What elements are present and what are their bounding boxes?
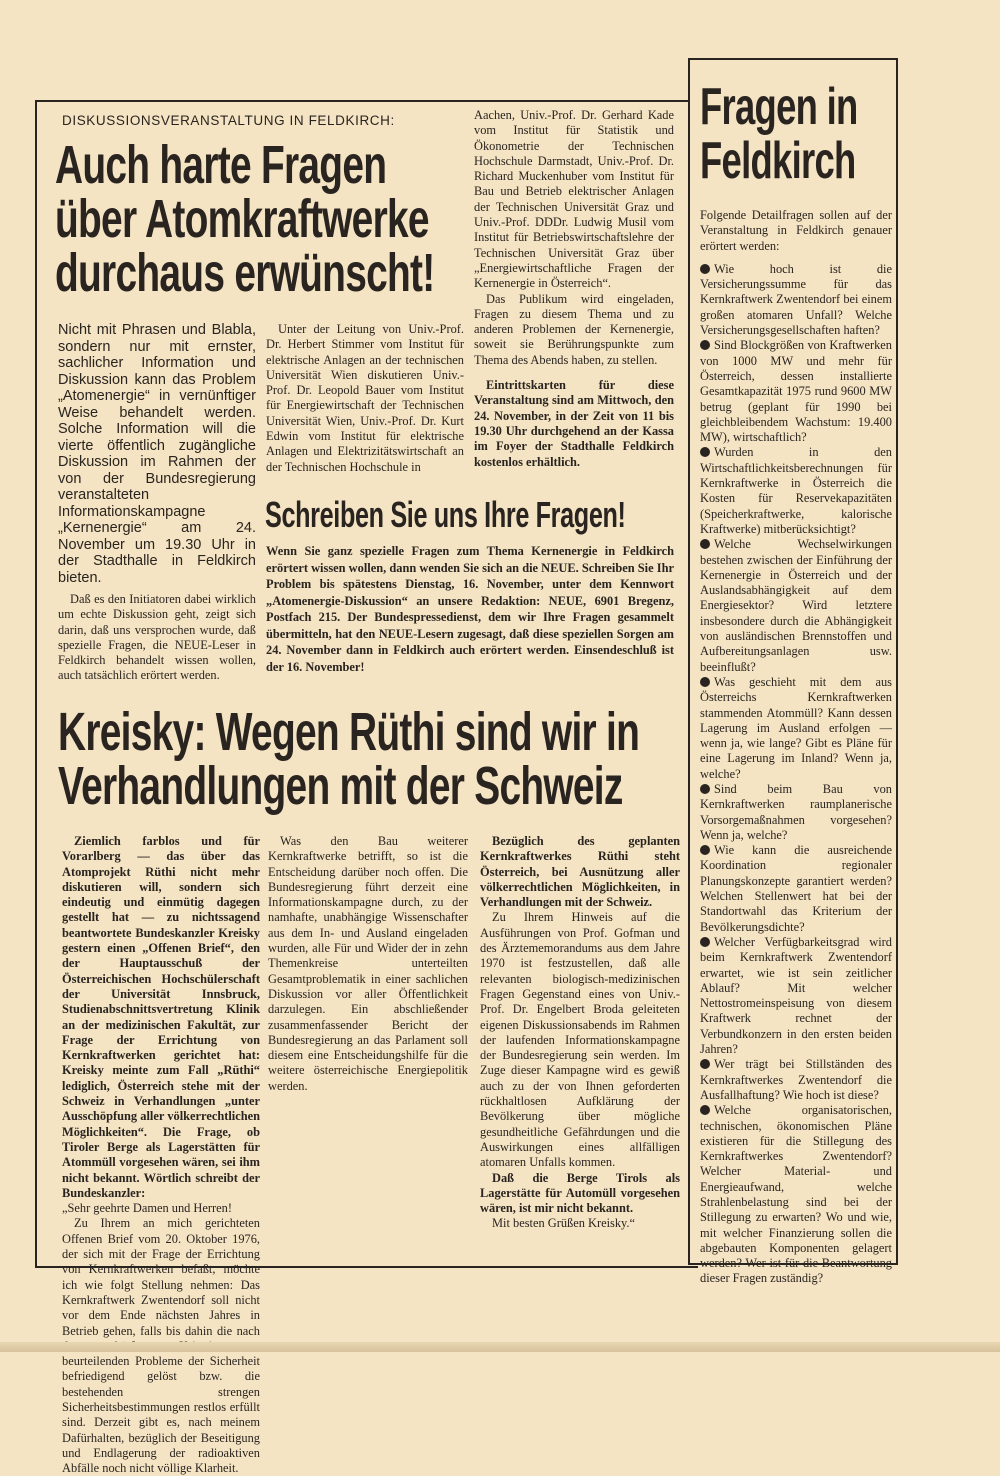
sidebar-intro: Folgende Detailfragen sollen auf der Veranstaltung in Feldkirch genauer erörtert werden: (700, 208, 892, 253)
article1-col2-body (266, 322, 464, 475)
article1-kicker: DISKUSSIONSVERANSTALTUNG IN FELDKIRCH: (62, 113, 395, 128)
bullet-icon (700, 845, 710, 855)
article2-col1-body (62, 834, 260, 1476)
headline-line: Feldkirch (700, 132, 856, 190)
paragraph: Was den Bau weiterer Kernkraftwerke betrifft, so ist die Entscheidung darüber noch offen. Die Bundesregierung führt derzeit eine Informationskampagne durch, zu der namhafte, unabhängige Wissenschafter aus dem In- und Ausland eingeladen wurden, alle Für und Wider der in zehn Themenkreise unterteilten Gesamtproblematik in einer sachlichen Diskussion vor aller Öffentlichkeit darzulegen. Ein abschließender zusammenfassender Bericht der Bundesregierung an das Parlament soll diesem eine Entscheidungshilfe für die weitere österreichische Energiepolitik werden. (268, 834, 468, 1093)
article2-col3-body (480, 834, 680, 1232)
bullet-icon (700, 447, 710, 457)
callout-headline: Schreiben Sie uns Ihre Fragen! (265, 494, 626, 535)
salutation: „Sehr geehrte Damen und Herren! (62, 1201, 232, 1216)
headline-line: Fragen in (700, 78, 858, 136)
bullet-icon (700, 264, 710, 274)
paragraph: Das Publikum wird eingeladen, Fragen zu diesem Thema und zu anderen Problemen der Kernenergie, soweit sie Berührungspunkte zum Thema des Abends haben, zu stellen. (474, 291, 674, 367)
bullet-icon (700, 1059, 710, 1069)
paragraph: Zu Ihrem an mich gerichteten Offenen Brief vom 20. Oktober 1976, der sich mit der Frage der Errichtung von Kernkraftwerken befaßt, möchte ich wie folgt Stellung nehmen: Das Kernkraftwerk Zwentendorf soll nicht vor dem Ende nächsten Jahres in Betrieb gehen, falls bis dahin die nach beurteilenden Probleme der Sicherheit befriedigend gelöst bzw. die bestehenden strengen Sicherheitsbestimmungen restlos erfüllt sind. Derzeit gibt es, nach meinem Dafürhalten, bezüglich der Beseitigung und Endlagerung der radioaktiven Abfälle noch nicht völlige Klarheit. (62, 1216, 260, 1476)
headline-line: Verhandlungen mit der Schweiz (58, 756, 623, 816)
bullet-icon (700, 784, 710, 794)
bullet-icon (700, 677, 710, 687)
question-item: Wie kann die ausreichende Koordination regionaler Planungskonzepte garantiert werden? Welchen Stellenwert hat bei der Standortwahl das Kriterium der Bevölkerungsdichte? (700, 843, 892, 934)
paragraph: Aachen, Univ.-Prof. Dr. Gerhard Kade vom Institut für Statistik und Ökonometrie der Technischen Hochschule Darmstadt, Univ.-Prof. Dr. Richard Muckenhuber vom Institut für Bau und Betrieb elektrischer Anlagen der Technischen Universität Graz und Univ.-Prof. DDDr. Ludwig Musil vom Institut für Betriebswirtschaftslehre der Technischen Universität Graz über „Energiewirtschaftliche Fragen der Kernenergie in Österreich“. (474, 108, 674, 291)
article1-col3-body (474, 108, 674, 470)
paragraph: Daß die Berge Tirols als Lagerstätte für Automüll vorgesehen wären, ist mir nicht bekannt. (480, 1170, 680, 1216)
page-edge (0, 1342, 1000, 1352)
headline-line: über Atomkraftwerke (55, 189, 429, 249)
question-item: Welcher Verfügbarkeitsgrad wird beim Kernkraftwerk Zwentendorf erwartet, wie ist sein zeitlicher Ablauf? Mit welcher Nettostromeinspeisung von diesem Kraftwerk rechnet der Verbundkonzern in den ersten beiden Jahren? (700, 934, 892, 1057)
question-item: Wurden in den Wirtschaftlichkeitsberechnungen für Kernkraftwerke in Österreich die Kosten für Reservekapazitäten (Speicherkraftwerke, kalorische Kraftwerke) mitberücksichtigt? (700, 445, 892, 536)
question-item: Was geschieht mit dem aus Österreichs Kernkraftwerken stammenden Atommüll? Kann dessen Lagerung im Ausland erfolgen — wenn ja, wie lange? Gibt es Pläne für eine Lagerung im Inland? Wenn ja, welche? (700, 674, 892, 781)
article2-headline (58, 702, 640, 816)
sidebar-body (700, 208, 892, 1287)
question-item: Sind Blockgrößen von Kraftwerken von 1000 MW und mehr für Österreich, dessen installierte Gesamtkapazität 1975 rund 9600 MW betrug (geplant für 1990 bei gleichbleibendem Wachstum: 19.400 MW), wirtschaftlich? (700, 338, 892, 445)
question-item: Welche organisatorischen, technischen, ökonomischen Pläne existieren für die Stillegung des Kernkraftwerkes Zwentendorf? Welcher Material- und Energieaufwand, welche Strahlenbelastung sind bei der Stillegung zu erwarten? Wo und wie, mit welcher Finanzierung sollen die abgebauten Komponenten gelagert werden? Wer ist für die Beantwortung dieser Fragen zuständig? (700, 1103, 892, 1286)
bullet-icon (700, 539, 710, 549)
article1-lead: Nicht mit Phrasen und Blabla, sondern nur mit ernster, sachlicher Information und Diskussion kann das Problem „Atomenergie“ in vernünftiger Weise behandelt werden. Solche Information will die vierte öffentlich zugängliche Diskussion im Rahmen der von der Bundesregierung veranstalteten Informationskampagne „Kernenergie“ am 24. November um 19.30 Uhr in der Stadthalle in Feldkirch bieten. (58, 322, 256, 586)
paragraph: Ziemlich farblos und für Vorarlberg — das über das Atomprojekt Rüthi nicht mehr diskutieren will, sondern sich eindeutig und einmütig dagegen gestellt hat — zu nichtssagend beantwortete Bundeskanzler Kreisky gestern einen „Offenen Brief“, den der Hauptausschuß der Österreichischen Hochschülerschaft der Universität Innsbruck, Studienabschnittsvertretung Klinik an der medizinischen Fakultät, zur Frage der Errichtung von Kernkraftwerken gerichtet hat: Kreisky meinte zum Fall „Rüthi“ lediglich, Österreich stehe mit der Schweiz in Verhandlungen „unter Ausschöpfung aller völkerrechtlichen Möglichkeiten“. Die Frage, ob Tiroler Berge als Lagerstätten für Atommüll vorgesehen wären, sei ihm nicht bekannt. Wörtlich schreibt der Bundeskanzler: (62, 834, 260, 1200)
headline-line: Kreisky: Wegen Rüthi sind wir in (58, 702, 640, 762)
bullet-icon (700, 340, 710, 350)
headline-line: Auch harte Fragen (55, 135, 387, 195)
sidebar-headline (700, 80, 858, 188)
question-item: Wie hoch ist die Versicherungssumme für das Kernkraftwerk Zwentendorf bei einem großen atomaren Unfall? Welche Versicherungsgesellschaften haften? (700, 261, 892, 338)
question-list (700, 262, 892, 1287)
callout-body (266, 543, 674, 675)
question-item: Wer trägt bei Stillständen des Kernkraftwerkes Zwentendorf die Ausfallhaftung? Wie hoch ist diese? (700, 1057, 892, 1102)
headline-line: durchaus erwünscht! (55, 243, 435, 303)
closing: Mit besten Grüßen Kreisky.“ (492, 1216, 636, 1231)
paragraph: Unter der Leitung von Univ.-Prof. Dr. Herbert Stimmer vom Institut für elektrische Anlagen an der technischen Universität Wien diskutieren Univ.-Prof. Dr. Leopold Bauer vom Institut für Energiewirtschaft der Technischen Universität Wien, Univ.-Prof. Dr. Kurt Edwin vom Institut für elektrische Anlagen und Elektrizitätswirtschaft an der Technischen Hochschule in (266, 322, 464, 474)
paragraph: Wenn Sie ganz spezielle Fragen zum Thema Kernenergie in Feldkirch erörtert wissen wollen, dann wenden Sie sich an die NEUE. Schreiben Sie Ihr Problem bis spätestens Dienstag, 16. November, unter dem Kennwort „Atomenergie-Diskussion“ an unsere Redaktion: NEUE, 6901 Bregenz, Postfach 215. Der Bundespressedienst, dem wir Ihre Fragen gesammelt übermitteln, hat den NEUE-Lesern zugesagt, daß diese speziellen Sorgen am 24. November dann in Feldkirch auch erörtert werden. Einsendeschluß ist der 16. November! (266, 544, 674, 674)
bullet-icon (700, 937, 710, 947)
article1-headline (55, 135, 435, 303)
article2-col2-body (268, 834, 468, 1094)
question-item: Welche Wechselwirkungen bestehen zwischen der Einführung der Kernenergie in Österreich und der Auslandsabhängigkeit auf dem Energiesektor? Wird letztere insbesondere durch die Abhängigkeit von ausländischen Brennstoffen und Aufbereitungsanlagen usw. beeinflußt? (700, 537, 892, 674)
paragraph: Zu Ihrem Hinweis auf die Ausführungen von Prof. Gofman und des Ärztememorandums aus dem Jahre 1970 ist festzustellen, daß alle relevanten biologisch-medizinischen Fragen Gegenstand eines von Univ.-Prof. Dr. Engelbert Broda geleiteten eigenen Diskussionsabends im Rahmen der laufenden Informationskampagne der Bundesregierung sein werden. Im Zuge dieser Kampagne wird es gewiß auch zu der von Ihnen geforderten rückhaltlosen Aufklärung der Bevölkerung über mögliche gesundheitliche Gefährdungen und die Auswirkungen eines allfälligen atomaren Unfalls kommen. (480, 910, 680, 1170)
paragraph: Bezüglich des geplanten Kernkraftwerkes Rüthi steht Österreich, bei Ausnützung aller völkerrechtlichen Möglichkeiten, in Verhandlungen mit der Schweiz. (480, 834, 680, 910)
question-item: Sind beim Bau von Kernkraftwerken raumplanerische Vorsorgemaßnahmen vorgesehen? Wenn ja, welche? (700, 781, 892, 842)
ticket-info: Eintrittskarten für diese Veranstaltung sind am Mittwoch, den 24. November, in der Zeit von 11 bis 19.30 Uhr durchgehend an der Kassa im Foyer der Stadthalle Feldkirch kostenlos erhältlich. (474, 378, 674, 469)
bullet-icon (700, 1105, 710, 1115)
paragraph: Daß es den Initiatoren dabei wirklich um echte Diskussion geht, zeigt sich darin, daß uns versprochen wurde, daß spezielle Fragen, die NEUE-Leser in Feldkirch behandelt wissen wollen, auch tatsächlich erörtert werden. (58, 592, 256, 683)
article1-col1-body (58, 592, 256, 684)
